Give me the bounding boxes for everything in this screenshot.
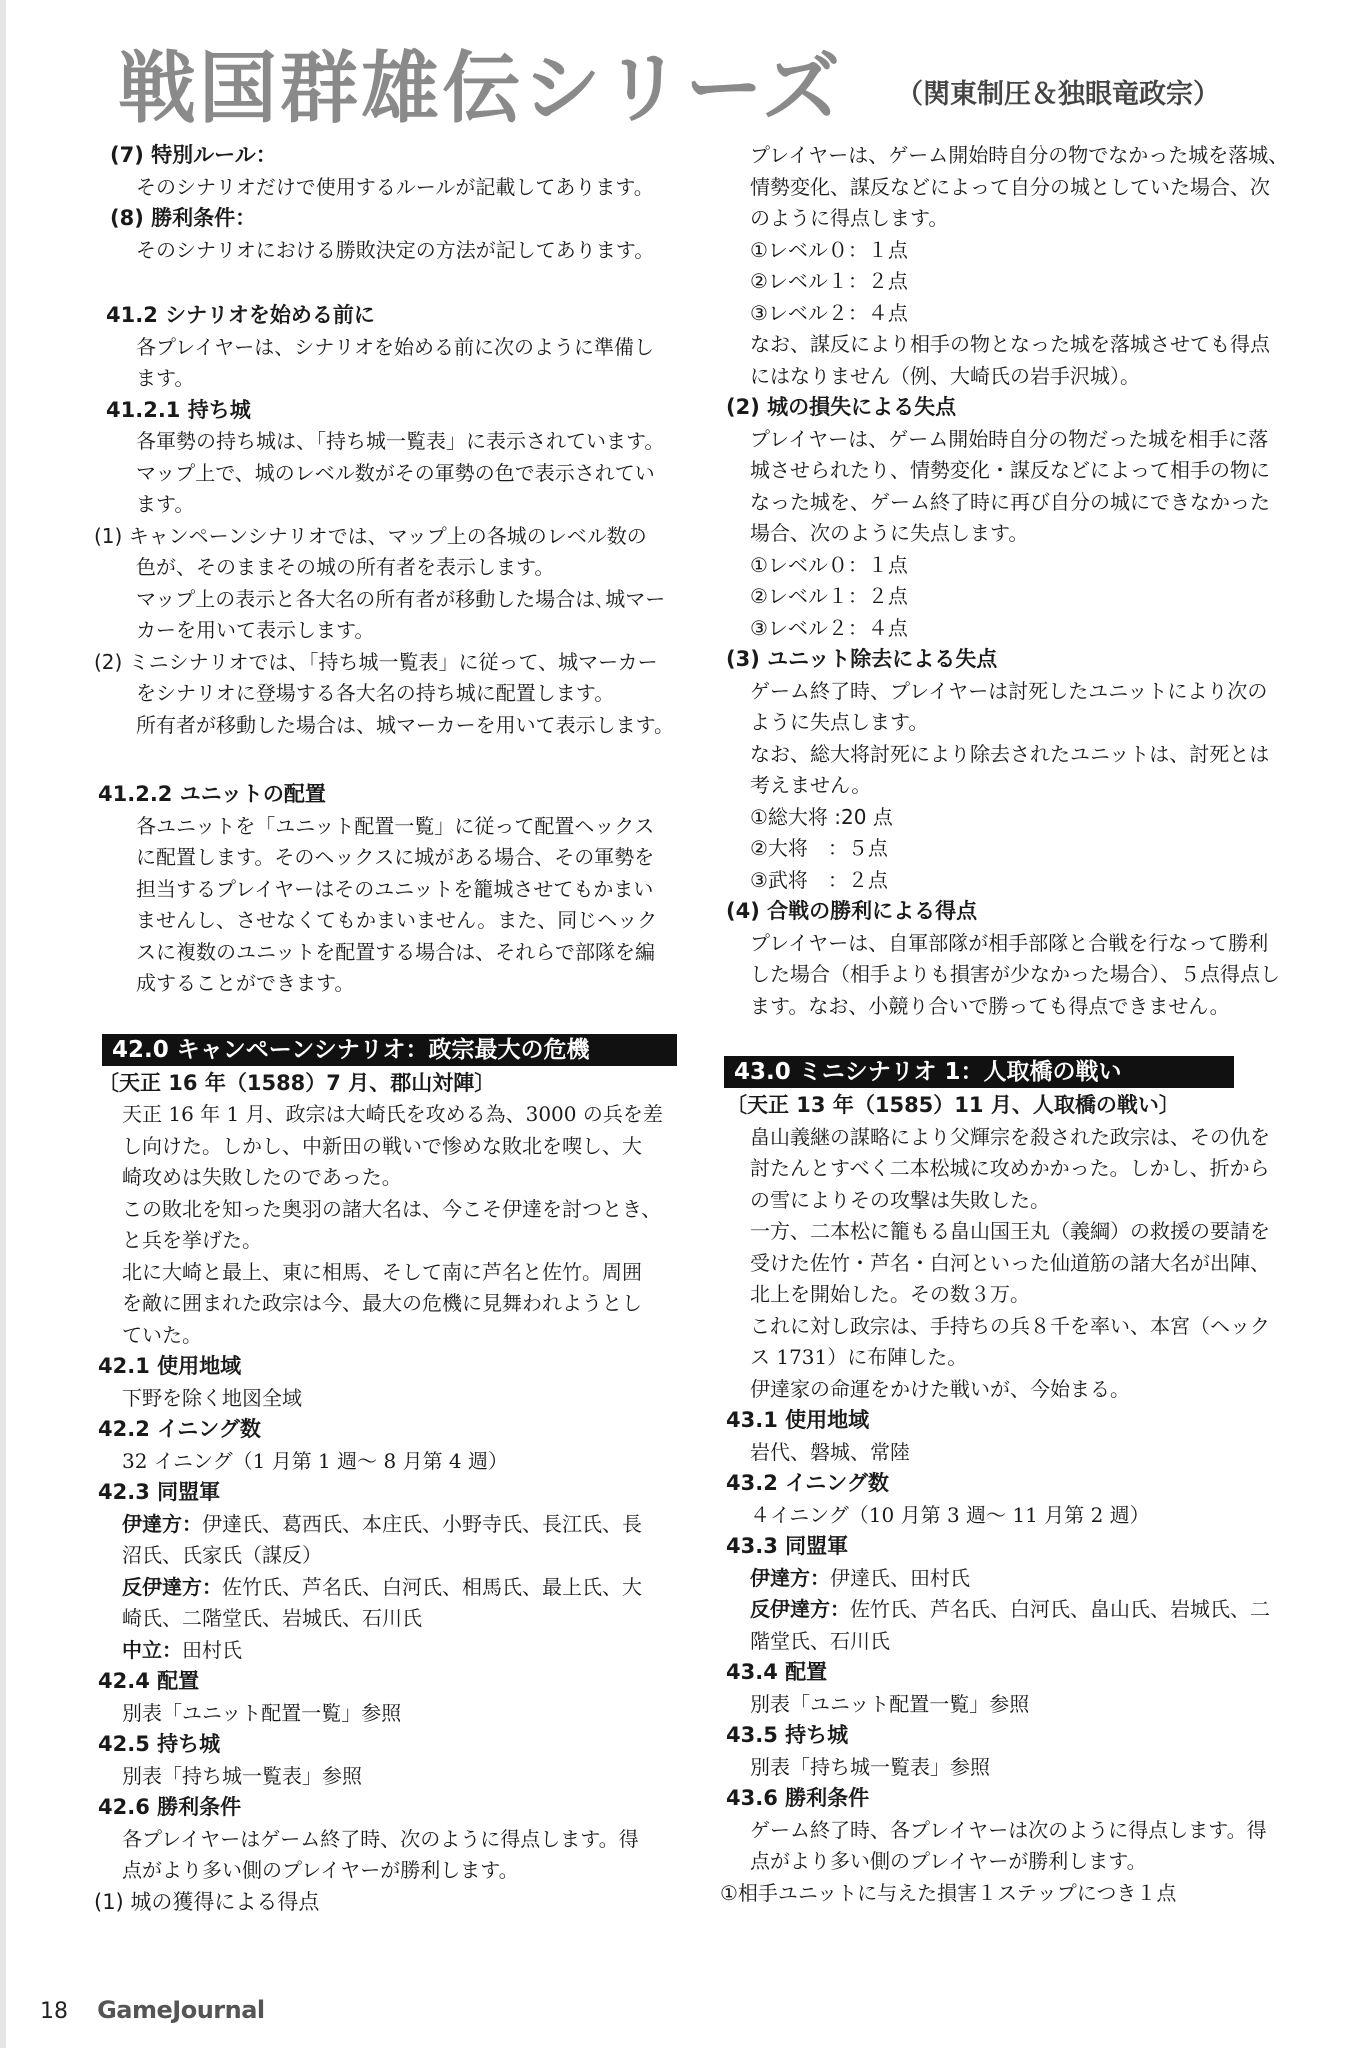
paragraph-line: なお、謀反により相手の物となった城を落城させても得点 — [750, 332, 1270, 356]
paragraph-line: 岩代、磐城、常陸 — [750, 1439, 910, 1464]
section-43-6-heading: 43.6 勝利条件 — [726, 1786, 870, 1810]
alliance-label: 伊達方： — [750, 1565, 830, 1590]
section-42-4-heading: 42.4 配置 — [98, 1669, 200, 1693]
alliance-members: 佐竹氏、芦名氏、白河氏、畠山氏、岩城氏、二 — [850, 1597, 1270, 1621]
section-43-2-heading: 43.2 イニング数 — [726, 1471, 889, 1495]
section-42-2-heading: 42.2 イニング数 — [98, 1417, 261, 1441]
paragraph-line: ます。 — [136, 366, 195, 390]
alliance-members: 田村氏 — [182, 1637, 242, 1662]
scoring-item-2-heading: (2) 城の損失による失点 — [726, 395, 957, 419]
paragraph-line: マップ上の表示と各大名の所有者が移動した場合は､城マー — [136, 586, 666, 611]
alliance-label: 反伊達方： — [122, 1574, 222, 1599]
rule-8-heading: (8) 勝利条件： — [110, 206, 257, 230]
section-43-1-heading: 43.1 使用地域 — [726, 1408, 870, 1432]
paragraph-line: 各プレイヤーはゲーム終了時、次のように得点します。得 — [122, 1826, 639, 1851]
rule-7-heading: (7) 特別ルール： — [110, 143, 277, 167]
scoring-item-4-heading: (4) 合戦の勝利による得点 — [726, 899, 978, 923]
paragraph-line: 崎氏、二階堂氏、岩城氏、石川氏 — [122, 1606, 422, 1630]
paragraph-line: 別表「持ち城一覧表」参照 — [122, 1763, 362, 1788]
paragraph-line: 崎攻めは失敗したのであった。 — [122, 1165, 402, 1189]
paragraph-line: の雪によりその攻撃は失敗した。 — [750, 1187, 1050, 1212]
paragraph-line: 点がより多い側のプレイヤーが勝利します。 — [122, 1858, 519, 1882]
paragraph-line: 所有者が移動した場合は、城マーカーを用いて表示します。 — [136, 712, 674, 737]
unit-loss-warrior: ③武将 ：２点 — [750, 867, 888, 892]
scoring-item-1-heading: (1) 城の獲得による得点 — [94, 1889, 320, 1914]
paragraph-line: 別表「持ち城一覧表」参照 — [750, 1754, 990, 1779]
paragraph-line: プレイヤーは、自軍部隊が相手部隊と合戦を行なって勝利 — [750, 930, 1269, 955]
section-41-2-2-heading: 41.2.2 ユニットの配置 — [98, 782, 326, 806]
paragraph-line: ていた。 — [122, 1322, 202, 1347]
paragraph-line: ４イニング（10 月第 3 週～ 11 月第 2 週） — [750, 1502, 1150, 1527]
paragraph-line: カーを用いて表示します。 — [136, 618, 375, 642]
paragraph-line: ように失点します。 — [750, 710, 929, 734]
alliance-members: 佐竹氏、芦名氏、白河氏、相馬氏、最上氏、大 — [222, 1574, 642, 1599]
paragraph-line: に配置します。そのヘックスに城がある場合、その軍勢を — [136, 845, 655, 869]
alliance-anti-date-side — [720, 1594, 1320, 1626]
alliance-members: 伊達氏、田村氏 — [830, 1565, 970, 1590]
paragraph-line: 別表「ユニット配置一覧」参照 — [122, 1700, 402, 1725]
paragraph-line: 階堂氏、石川氏 — [750, 1628, 890, 1653]
paragraph-line: 32 イニング（1 月第 1 週～ 8 月第 4 週） — [122, 1448, 509, 1473]
page-header — [118, 22, 1298, 132]
paragraph-line: ます。 — [136, 492, 195, 516]
paragraph-line: 討たんとすべく二本松城に攻めかかった。しかし、折から — [750, 1156, 1270, 1180]
section-42-1-heading: 42.1 使用地域 — [98, 1354, 242, 1378]
section-42-5-heading: 42.5 持ち城 — [98, 1732, 221, 1756]
score-level-0: ①レベル０：１点 — [750, 237, 908, 262]
victory-point-rule: ①相手ユニットに与えた損害１ステップにつき１点 — [720, 1880, 1177, 1905]
scenario-date: 〔天正 16 年（1588）7 月、郡山対陣〕 — [98, 1070, 496, 1095]
rule-8-body: そのシナリオにおける勝敗決定の方法が記してあります。 — [136, 237, 655, 262]
alliance-members: 伊達氏、葛西氏、本庄氏、小野寺氏、長江氏、長 — [202, 1511, 642, 1536]
series-subtitle: （関東制圧＆独眼竜政宗） — [896, 79, 1220, 110]
paragraph-line: ます。なお、小競り合いで勝っても得点できません。 — [750, 993, 1230, 1018]
paragraph-line: ゲーム終了時、プレイヤーは討死したユニットにより次の — [750, 678, 1268, 703]
alliance-date-side — [720, 1563, 1320, 1595]
paragraph-line: 成することができます。 — [136, 971, 355, 995]
section-43-0-banner: 43.0 ミニシナリオ 1：人取橋の戦い — [724, 1056, 1234, 1088]
paragraph-line: これに対し政宗は、手持ちの兵８千を率い、本宮（ヘック — [750, 1313, 1270, 1338]
alliance-label: 伊達方： — [122, 1511, 202, 1536]
paragraph-line: なった城を、ゲーム終了時に再び自分の城にできなかった — [750, 489, 1270, 514]
section-42-3-heading: 42.3 同盟軍 — [98, 1480, 221, 1504]
unit-loss-general: ②大将 ：５点 — [750, 836, 888, 860]
loss-level-1: ②レベル１：２点 — [750, 584, 908, 608]
paragraph-line: 下野を除く地図全域 — [122, 1385, 302, 1410]
paragraph-line: 北上を開始した。その数３万。 — [750, 1282, 1030, 1306]
paragraph-line: 各軍勢の持ち城は、「持ち城一覧表」に表示されています。 — [136, 429, 665, 453]
alliance-neutral — [92, 1635, 692, 1667]
paragraph-line: 一方、二本松に籠もる畠山国王丸（義綱）の救援の要請を — [750, 1219, 1270, 1243]
scenario-date: 〔天正 13 年（1585）11 月、人取橋の戦い〕 — [726, 1093, 1180, 1117]
series-title: 戦国群雄伝シリーズ — [118, 43, 844, 134]
loss-level-0: ①レベル０：１点 — [750, 552, 908, 577]
paragraph-line: した場合（相手よりも損害が少なかった場合）、５点得点し — [750, 962, 1280, 986]
scoring-item-3-heading: (3) ユニット除去による失点 — [726, 647, 998, 671]
left-column — [92, 140, 692, 1918]
score-level-2: ③レベル２：４点 — [750, 300, 908, 325]
alliance-anti-date-side — [92, 1572, 692, 1604]
paragraph-line: のように得点します。 — [750, 206, 949, 230]
alliance-label: 反伊達方： — [750, 1597, 850, 1621]
paragraph-line: 各プレイヤーは、シナリオを始める前に次のように準備し — [136, 334, 654, 359]
page-edge-shadow — [0, 0, 6, 2048]
paragraph-line: 沼氏、氏家氏（謀反） — [122, 1543, 322, 1567]
paragraph-line: プレイヤーは、ゲーム開始時自分の物だった城を相手に落 — [750, 426, 1269, 451]
rule-7-body: そのシナリオだけで使用するルールが記載してあります。 — [136, 174, 654, 199]
section-42-0-banner: 42.0 キャンペーンシナリオ：政宗最大の危機 — [102, 1034, 677, 1066]
right-column — [720, 140, 1320, 1909]
paragraph-line: 畠山義継の謀略により父輝宗を殺された政宗は、その仇を — [750, 1124, 1270, 1149]
paragraph-line: 色が、そのままその城の所有者を表示します。 — [136, 555, 555, 579]
section-43-3-heading: 43.3 同盟軍 — [726, 1534, 849, 1558]
paragraph-line: マップ上で、城のレベル数がその軍勢の色で表示されてい — [136, 460, 655, 485]
section-42-6-heading: 42.6 勝利条件 — [98, 1795, 242, 1819]
paragraph-line: 情勢変化、謀反などによって自分の城としていた場合、次 — [750, 174, 1270, 199]
page-number: 18 — [40, 1999, 68, 2024]
paragraph-line: 点がより多い側のプレイヤーが勝利します。 — [750, 1849, 1147, 1873]
paragraph-line: 担当するプレイヤーはそのユニットを籠城させてもかまい — [136, 876, 654, 901]
paragraph-line: と兵を挙げた。 — [122, 1228, 262, 1252]
paragraph-line: 城させられたり、情勢変化・謀反などによって相手の物に — [750, 458, 1270, 482]
paragraph-line: プレイヤーは、ゲーム開始時自分の物でなかった城を落城、 — [750, 143, 1289, 167]
paragraph-line: スに複数のユニットを配置する場合は、それらで部隊を編 — [136, 939, 655, 964]
section-41-2-heading: 41.2 シナリオを始める前に — [106, 303, 375, 327]
unit-loss-commander: ①総大将 :20 点 — [750, 804, 893, 829]
alliance-date-side — [92, 1509, 692, 1541]
paragraph-line: 伊達家の命運をかけた戦いが、今始まる。 — [750, 1376, 1130, 1401]
list-item-1: (1) キャンペーンシナリオでは、マップ上の各城のレベル数の — [94, 523, 647, 548]
paragraph-line: 別表「ユニット配置一覧」参照 — [750, 1691, 1030, 1716]
paragraph-line: 各ユニットを「ユニット配置一覧」に従って配置ヘックス — [136, 813, 655, 838]
paragraph-line: ス 1731）に布陣した。 — [750, 1345, 968, 1369]
section-43-5-heading: 43.5 持ち城 — [726, 1723, 849, 1747]
paragraph-line: 受けた佐竹・芦名・白河といった仙道筋の諸大名が出陣、 — [750, 1250, 1270, 1275]
paragraph-line: をシナリオに登場する各大名の持ち城に配置します。 — [136, 681, 615, 705]
paragraph-line: この敗北を知った奥羽の諸大名は、今こそ伊達を討つとき、 — [122, 1196, 662, 1221]
paragraph-line: 天正 16 年 1 月、政宗は大崎氏を攻める為、3000 の兵を差 — [122, 1102, 663, 1126]
paragraph-line: を敵に囲まれた政宗は今、最大の危機に見舞われようとし — [122, 1291, 642, 1315]
alliance-label: 中立： — [122, 1637, 182, 1662]
paragraph-line: し向けた。しかし、中新田の戦いで惨めな敗北を喫し、大 — [122, 1133, 642, 1158]
paragraph-line: 北に大崎と最上、東に相馬、そして南に芦名と佐竹。周囲 — [122, 1259, 642, 1284]
score-level-1: ②レベル１：２点 — [750, 269, 908, 293]
paragraph-line: 考えません。 — [750, 773, 872, 797]
paragraph-line: 場合、次のように失点します。 — [750, 521, 1029, 545]
section-41-2-1-heading: 41.2.1 持ち城 — [106, 397, 251, 422]
paragraph-line: ませんし、させなくてもかまいません。また、同じヘック — [136, 908, 658, 932]
paragraph-line: なお、総大将討死により除去されたユニットは、討死とは — [750, 741, 1270, 766]
loss-level-2: ③レベル２：４点 — [750, 615, 908, 640]
list-item-2: (2) ミニシナリオでは、「持ち城一覧表」に従って、城マーカー — [94, 649, 658, 674]
section-43-4-heading: 43.4 配置 — [726, 1660, 828, 1684]
magazine-logo: GameJournal — [97, 1996, 265, 2024]
page-footer — [40, 1996, 265, 2024]
paragraph-line: にはなりません（例、大崎氏の岩手沢城）。 — [750, 363, 1140, 388]
paragraph-line: ゲーム終了時、各プレイヤーは次のように得点します。得 — [750, 1817, 1267, 1842]
